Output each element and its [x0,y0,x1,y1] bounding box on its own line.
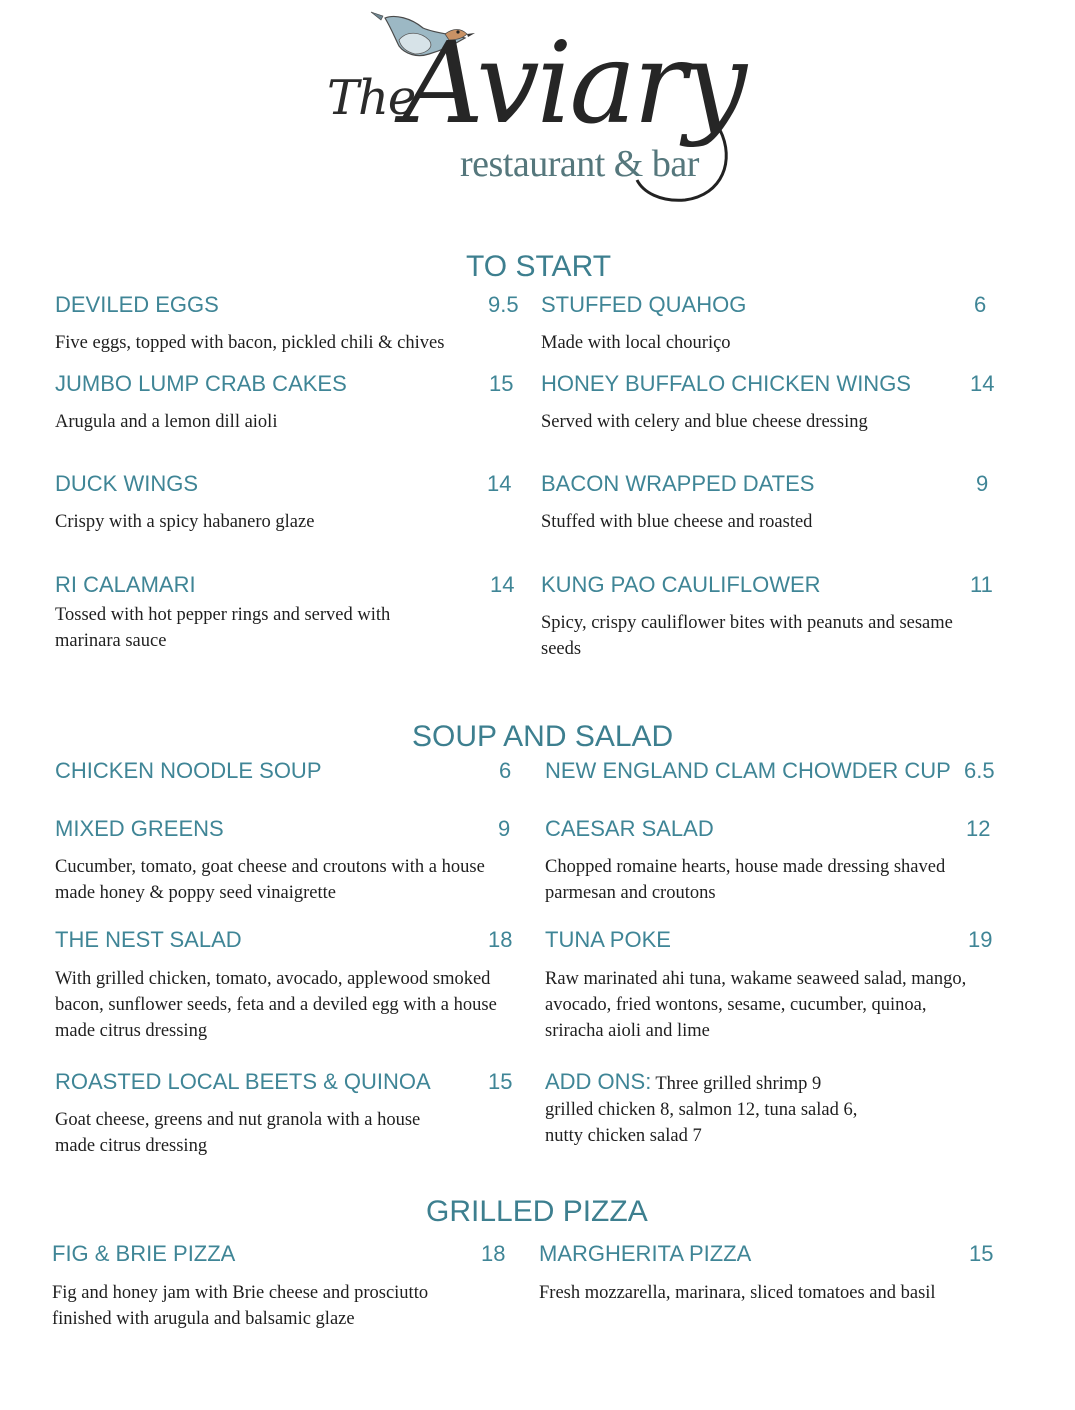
item-name: KUNG PAO CAULIFLOWER [541,572,821,597]
item-price: 6 [974,292,987,317]
item-name: MIXED GREENS [55,816,224,841]
item-name: ROASTED LOCAL BEETS & QUINOA [55,1069,431,1094]
item-price: 14 [487,471,512,496]
item-price: 15 [489,371,514,396]
add-ons-line: nutty chicken salad 7 [545,1126,702,1146]
restaurant-logo [325,10,755,210]
item-name: RI CALAMARI [55,572,196,597]
section-title-grilled-pizza: GRILLED PIZZA [426,1195,648,1228]
item-name: MARGHERITA PIZZA [539,1241,752,1266]
item-name: NEW ENGLAND CLAM CHOWDER CUP [545,758,951,783]
item-price: 18 [488,927,513,952]
section-title-to-start: TO START [466,250,612,283]
item-name: JUMBO LUMP CRAB CAKES [55,371,347,396]
add-ons-block [545,1069,821,1095]
item-price: 14 [490,572,515,597]
item-price: 9.5 [488,292,519,317]
item-name: DEVILED EGGS [55,292,219,317]
item-description: Fig and honey jam with Brie cheese and prosciutto finished with arugula and balsamic glaze [52,1283,429,1329]
item-price: 9 [498,816,511,841]
item-price: 15 [969,1241,994,1266]
add-ons-line: grilled chicken 8, salmon 12, tuna salad 6, [545,1100,858,1120]
item-description: Arugula and a lemon dill aioli [55,412,278,432]
logo-the-text: The [327,70,416,126]
item-description: Stuffed with blue cheese and roasted [541,512,813,532]
add-ons-line: Three grilled shrimp 9 [655,1074,822,1094]
item-description: Made with local chouriço [541,333,731,353]
item-price: 9 [976,471,989,496]
item-description: Chopped romaine hearts, house made dressing shaved parmesan and croutons [545,857,946,903]
item-name: THE NEST SALAD [55,927,242,952]
item-description: Raw marinated ahi tuna, wakame seaweed salad, mango, avocado, fried wontons, sesame, cucumber, quinoa, sriracha aioli and lime [545,969,967,1041]
item-name: TUNA POKE [545,927,671,952]
item-name: CAESAR SALAD [545,816,714,841]
item-price: 14 [970,371,995,396]
item-price: 15 [488,1069,513,1094]
item-description: Tossed with hot pepper rings and served with marinara sauce [55,605,391,651]
item-description: Goat cheese, greens and nut granola with a house made citrus dressing [55,1110,421,1156]
item-name: DUCK WINGS [55,471,198,496]
item-name: CHICKEN NOODLE SOUP [55,758,322,783]
item-price: 6.5 [964,758,995,783]
item-description: Five eggs, topped with bacon, pickled chili & chives [55,333,445,353]
item-name: HONEY BUFFALO CHICKEN WINGS [541,371,911,396]
item-price: 12 [966,816,991,841]
logo-name-text: Aviary [403,19,745,149]
item-name: STUFFED QUAHOG [541,292,747,317]
logo-subtitle-text: restaurant & bar [460,143,699,185]
item-description: With grilled chicken, tomato, avocado, applewood smoked bacon, sunflower seeds, feta and a deviled egg with a house made citrus dressing [55,969,497,1041]
item-description: Fresh mozzarella, marinara, sliced tomatoes and basil [539,1283,936,1303]
item-description: Spicy, crispy cauliflower bites with peanuts and sesame seeds [541,613,953,659]
item-price: 19 [968,927,993,952]
section-title-soup-salad: SOUP AND SALAD [412,720,674,753]
item-name: FIG & BRIE PIZZA [52,1241,236,1266]
add-ons-label: ADD ONS: [545,1069,652,1094]
item-description: Crispy with a spicy habanero glaze [55,512,315,532]
item-description: Served with celery and blue cheese dressing [541,412,868,432]
item-description: Cucumber, tomato, goat cheese and croutons with a house made honey & poppy seed vinaigrette [55,857,485,903]
item-price: 18 [481,1241,506,1266]
item-price: 11 [970,572,993,597]
item-name: BACON WRAPPED DATES [541,471,815,496]
item-price: 6 [499,758,512,783]
